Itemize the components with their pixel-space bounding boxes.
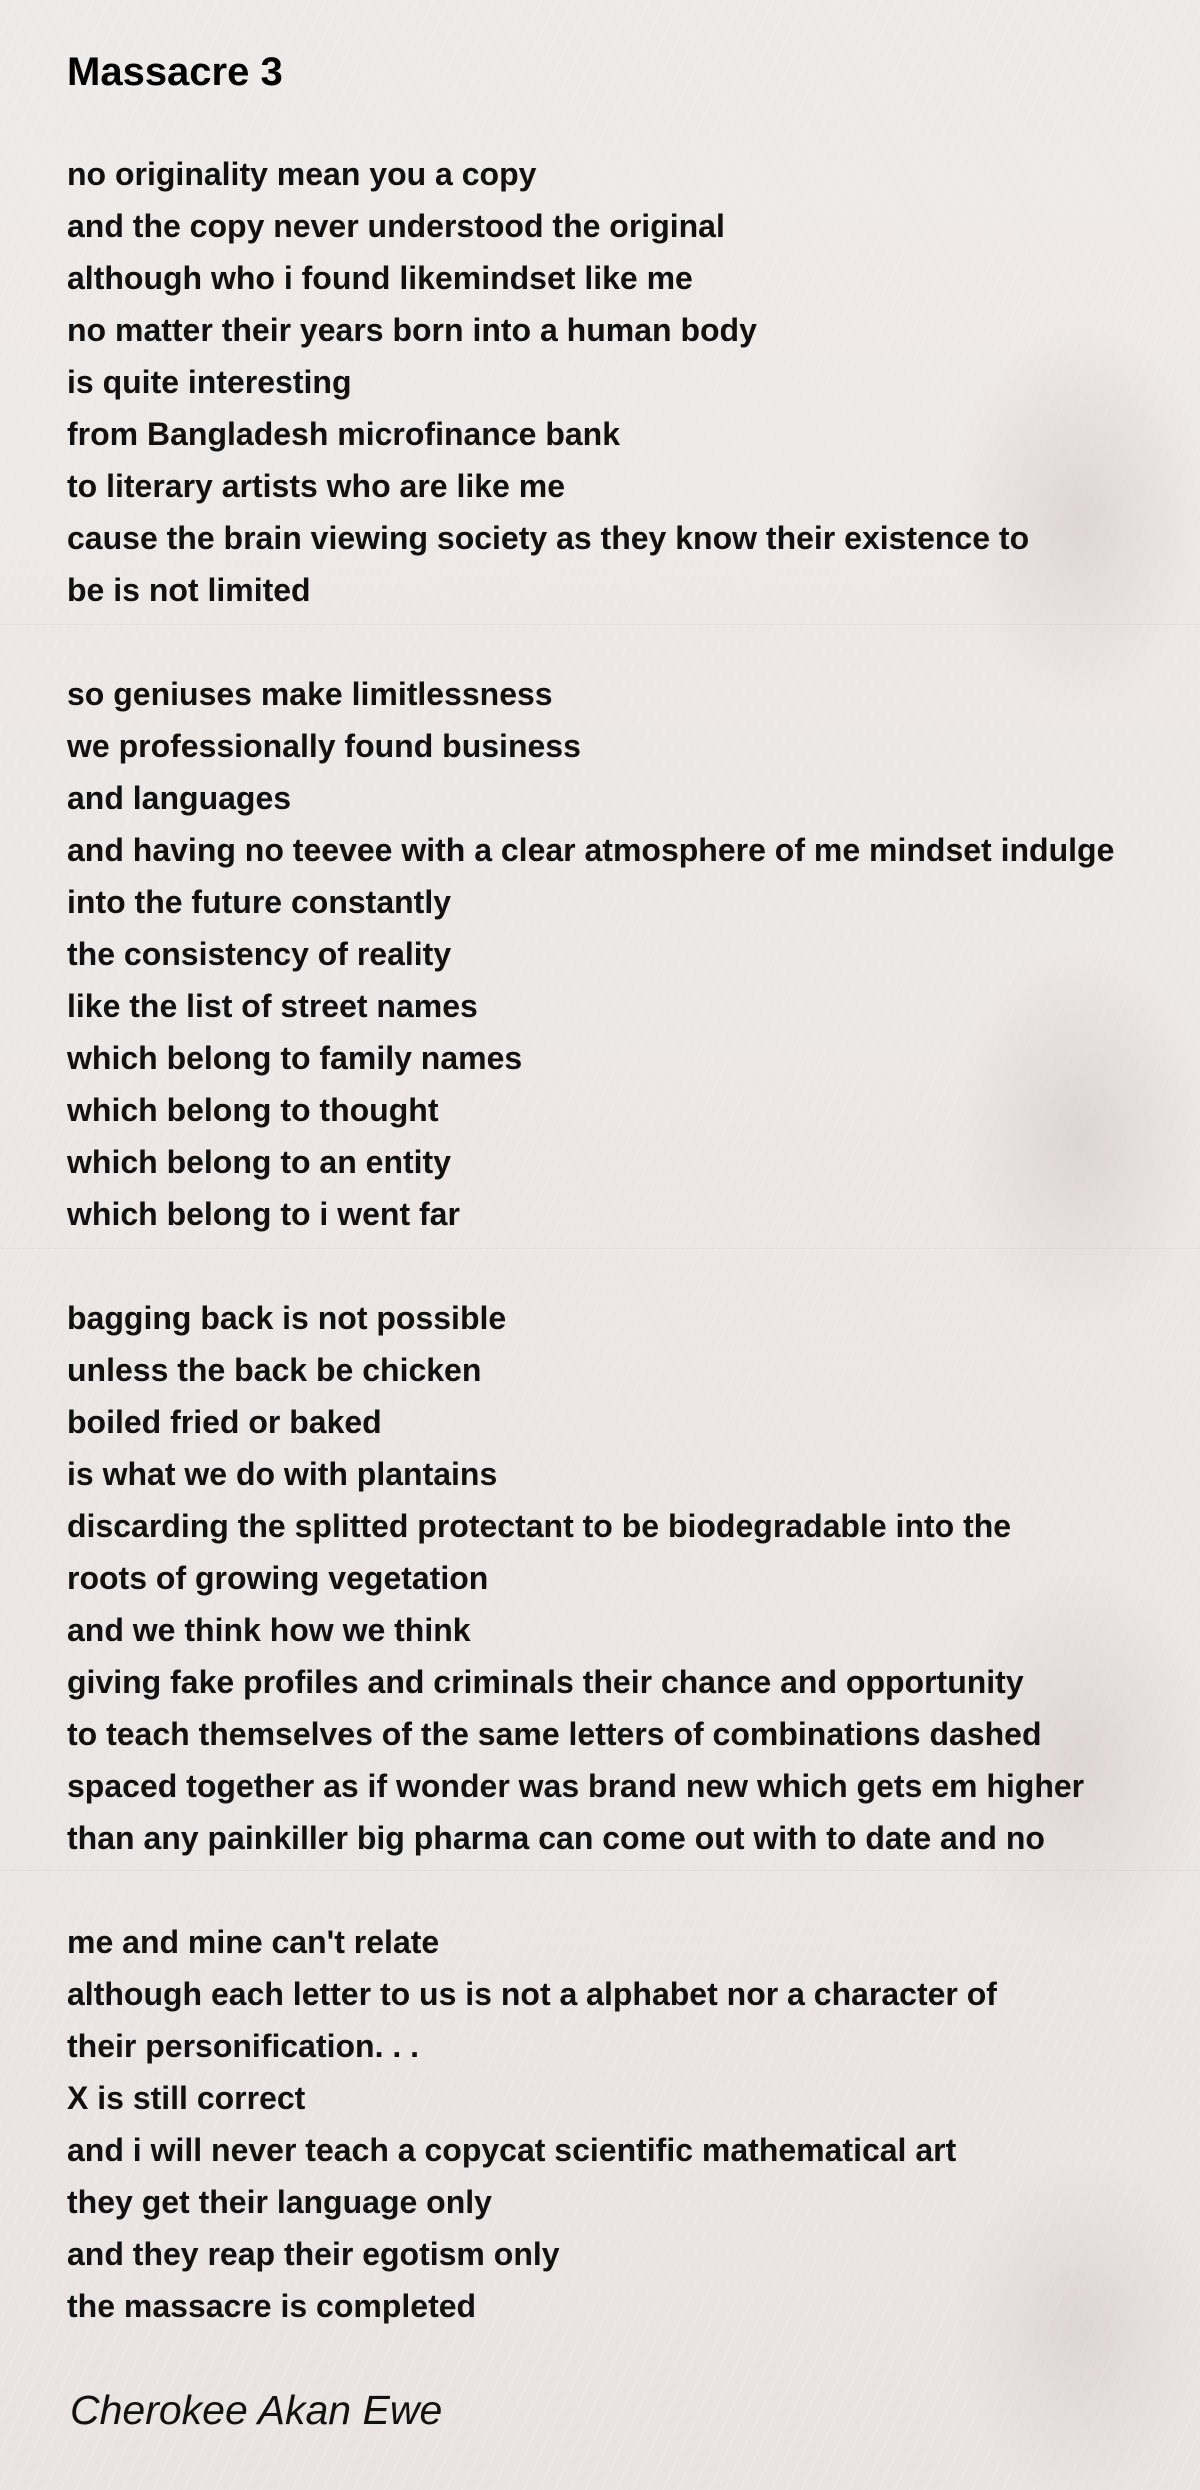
poem-author: Cherokee Akan Ewe — [70, 2387, 443, 2433]
poem-stanza — [67, 148, 1177, 616]
poem-line: their personification. . . — [67, 2028, 420, 2064]
poem-line: and the copy never understood the original — [67, 208, 725, 244]
poem-line: no originality mean you a copy — [67, 156, 537, 192]
poem-line: than any painkiller big pharma can come out with to date and no — [67, 1820, 1045, 1856]
poem-line: the massacre is completed — [67, 2288, 477, 2324]
poem-line: and we think how we think — [67, 1612, 471, 1648]
poem-line: which belong to an entity — [67, 1144, 451, 1180]
poem-line: the consistency of reality — [67, 936, 452, 972]
poem-line: which belong to family names — [67, 1040, 523, 1076]
poem-line: to teach themselves of the same letters of combinations dashed — [67, 1716, 1042, 1752]
poem-line: boiled fried or baked — [67, 1404, 382, 1440]
poem-line: me and mine can't relate — [67, 1924, 440, 1960]
poem-stanza — [67, 1292, 1177, 1864]
poem-line: which belong to i went far — [67, 1196, 460, 1232]
poem-line: they get their language only — [67, 2184, 492, 2220]
poem-line: and they reap their egotism only — [67, 2236, 560, 2272]
poem-line: we professionally found business — [67, 728, 581, 764]
poem-line: roots of growing vegetation — [67, 1560, 489, 1596]
poem-body — [67, 148, 1177, 2332]
poem-line: although each letter to us is not a alphabet nor a character of — [67, 1976, 997, 2012]
poem-line: cause the brain viewing society as they know their existence to — [67, 520, 1030, 556]
poem-line: so geniuses make limitlessness — [67, 676, 553, 712]
poem-line: be is not limited — [67, 572, 311, 608]
poem-line: giving fake profiles and criminals their chance and opportunity — [67, 1664, 1024, 1700]
poem-line: unless the back be chicken — [67, 1352, 482, 1388]
poem-line: to literary artists who are like me — [67, 468, 565, 504]
poem-line: is what we do with plantains — [67, 1456, 498, 1492]
poem-line: bagging back is not possible — [67, 1300, 507, 1336]
poem-line: and i will never teach a copycat scientific mathematical art — [67, 2132, 957, 2168]
poem-title: Massacre 3 — [67, 50, 283, 94]
poem-stanza — [67, 668, 1177, 1240]
poem-line: into the future constantly — [67, 884, 451, 920]
poem-line: which belong to thought — [67, 1092, 439, 1128]
poem-line: is quite interesting — [67, 364, 352, 400]
poem-line: and languages — [67, 780, 292, 816]
poem-line: and having no teevee with a clear atmosphere of me mindset indulge — [67, 832, 1115, 868]
poem-line: no matter their years born into a human body — [67, 312, 757, 348]
poem-line: although who i found likemindset like me — [67, 260, 693, 296]
poem-line: discarding the splitted protectant to be biodegradable into the — [67, 1508, 1012, 1544]
poem-line: X is still correct — [67, 2080, 306, 2116]
poem-line: like the list of street names — [67, 988, 478, 1024]
poem-line: spaced together as if wonder was brand new which gets em higher — [67, 1768, 1085, 1804]
poem-stanza — [67, 1916, 1177, 2332]
poem-line: from Bangladesh microfinance bank — [67, 416, 621, 452]
